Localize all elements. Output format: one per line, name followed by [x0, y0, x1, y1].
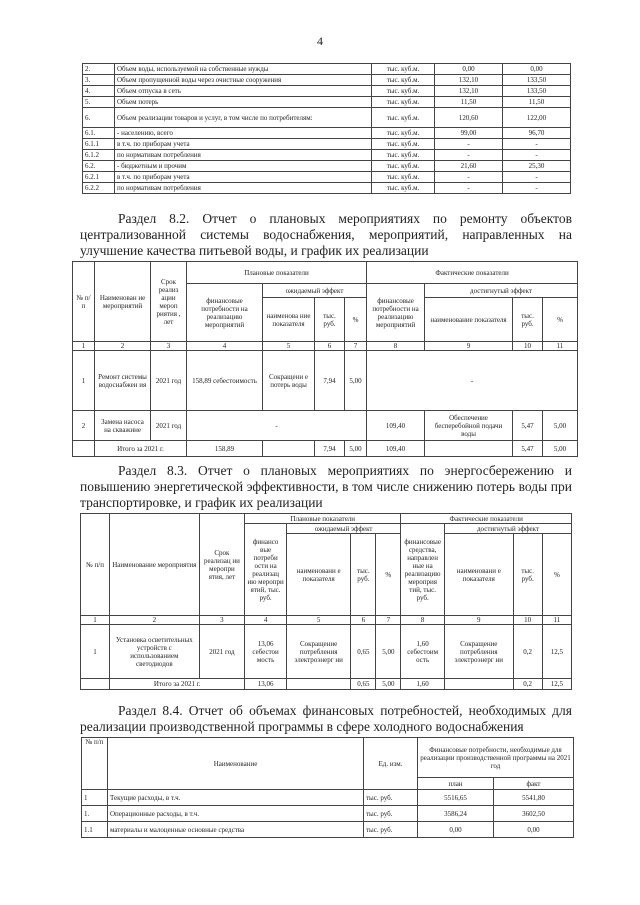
header-fact-ind-name: наименование показателя [425, 298, 513, 342]
column-number: 9 [444, 616, 513, 625]
total-row: Итого за 2021 г. 158,89 7,94 5,00 109,40 5,47 5,00 [73, 441, 578, 457]
table-row: 6.1.1 в т.ч. по приборам учета тыс. куб.м. - - [83, 139, 571, 150]
header-fact-ind-name: наименовани е показателя [444, 534, 513, 616]
total-row: Итого за 2021 г. 13,06 0,65 5,00 1,60 0,2 12,5 [81, 679, 572, 690]
table-row: 2. Объем воды, используемой на собственные нужды тыс. куб.м. 0,00 0,00 [83, 64, 571, 75]
column-number: 11 [542, 616, 571, 625]
header-fact: Фактические показатели [401, 514, 572, 524]
header-unit: Ед. изм. [364, 738, 418, 790]
header-name: Наименование мероприятия [110, 514, 199, 616]
header-fact-rub: тыс. руб. [513, 298, 543, 342]
header-fact-rub: тыс. руб. [513, 534, 542, 616]
table-row: 6.2.1 в т.ч. по приборам учета тыс. куб.м. - - [83, 172, 571, 183]
header-fin: Финансовые потребности, необходимые для реализации производственной программы на 2021 год [418, 738, 574, 778]
header-plan: Плановые показатели [245, 514, 401, 524]
section-8-4-title: Раздел 8.4. Отчет об объемах финансовых потребностей, необходимых для реализации производственной программы в сфере холодного водоснабжения [80, 703, 572, 734]
table-row: 6.2. - бюджетным и прочим тыс. куб.м. 21,60 25,30 [83, 161, 571, 172]
header-num: № п/п [81, 514, 110, 616]
header-fact-fin: финансовые потребности на реализацию мероприятий [367, 284, 425, 342]
repair-activities-table [72, 261, 578, 457]
header-rub: тыс. руб. [351, 534, 376, 616]
header-name: Наименование [108, 738, 364, 790]
header-name: Наименован ие мероприятий [95, 262, 151, 342]
column-number: 10 [513, 616, 542, 625]
column-number: 11 [543, 342, 578, 351]
table-row: 1. Операционные расходы, в т.ч. тыс. руб. 3586,24 3602,50 [82, 806, 574, 822]
energy-saving-table [80, 513, 572, 690]
production-volume-table [82, 63, 571, 194]
header-num: № п/п [82, 738, 108, 790]
header-plan-fin: финансо вые потреби ости на реализац ию меропри ятий, тыс. руб. [245, 524, 287, 616]
header-term: Срок реализ ации мероп риятия , лет [151, 262, 187, 342]
header-pct: % [376, 534, 401, 616]
header-term: Срок реализац ии меропри ятия, лет [199, 514, 245, 616]
table-row: 2 Замена насоса на скважине 2021 год - 109,40 Обеспечение бесперебойной подачи воды 5,47 5,00 [73, 411, 578, 441]
header-pct: % [345, 298, 367, 342]
header-fact: факт [494, 778, 574, 790]
header-expected: ожидаемый эффект [286, 524, 400, 534]
column-number: 3 [199, 616, 245, 625]
table-row: 3. Объем пропущенной воды через очистные сооружения тыс. куб.м. 132,10 133,50 [83, 75, 571, 86]
column-numbers-row [81, 616, 572, 625]
column-number: 5 [286, 616, 350, 625]
column-number: 5 [263, 342, 315, 351]
table-row: 1 Установка осветительных устройств с использованием светодиодов 2021 год 13,06 себестои мость Сокращение потребления электроэнерг ии 0,65 5,00 1,60 себестоим ость Сокращение потребления электроэнерг ии 0,2 12,5 [81, 625, 572, 679]
header-achieved: достигнутый эффект [444, 524, 571, 534]
header-ind-name: наименова ние показателя [263, 298, 315, 342]
header-plan: план [418, 778, 494, 790]
column-number: 7 [376, 616, 401, 625]
column-number: 1 [73, 342, 95, 351]
header-achieved: достигнутый эффект [425, 284, 578, 298]
header-fact-pct: % [542, 534, 571, 616]
header-ind-name: наименовани е показателя [286, 534, 350, 616]
table-row: 1.1 материалы и малоценные основные средства тыс. руб. 0,00 0,00 [82, 822, 574, 838]
column-number: 3 [151, 342, 187, 351]
column-number: 6 [351, 616, 376, 625]
table-row: 1 Ремонт системы водоснабжен ия 2021 год 158,89 себестоимость Сокращени е потерь воды 7,94 5,00 - [73, 351, 578, 411]
table-row: 6.1. - населению, всего тыс. куб.м. 99,00 96,70 [83, 128, 571, 139]
header-plan-fin: финансовые потребности на реализацию мероприятий [187, 284, 263, 342]
header-fact-pct: % [543, 298, 578, 342]
table-row: 6.2.2 по нормативам потребления тыс. куб.м. - - [83, 183, 571, 194]
table-row: 4. Объем отпуска в сеть тыс. куб.м. 132,10 133,50 [83, 86, 571, 97]
header-fact-fin: финансовые средства, направлен ные на реализацию мероприя тий, тыс. руб. [401, 524, 445, 616]
table-row: 6.1.2 по нормативам потребления тыс. куб.м. - - [83, 150, 571, 161]
column-number: 4 [187, 342, 263, 351]
column-number: 8 [401, 616, 445, 625]
section-8-3-title: Раздел 8.3. Отчет о плановых мероприятиях по энергосбережению и повышению энергетической эффективности, в том числе снижению потерь воды при транспортировке, и график их реализации [80, 463, 572, 510]
column-number: 9 [425, 342, 513, 351]
table-row: 5. Объем потерь тыс. куб.м. 11,50 11,50 [83, 97, 571, 108]
header-fact: Фактические показатели [367, 262, 578, 284]
table-row: 1 Текущие расходы, в т.ч. тыс. руб. 5516,65 5541,80 [82, 790, 574, 806]
financial-needs-table [81, 737, 574, 838]
header-num: № п/ п [73, 262, 95, 342]
column-number: 6 [315, 342, 345, 351]
header-plan: Плановые показатели [187, 262, 367, 284]
column-number: 2 [95, 342, 151, 351]
table-row: 6. Объем реализации товаров и услуг, в том числе по потребителям: тыс. куб.м. 120,60 122,00 [83, 108, 571, 128]
section-8-2-title: Раздел 8.2. Отчет о плановых мероприятиях по ремонту объектов централизованной системы водоснабжения, мероприятий, направленных на улучшение качества питьевой воды, и график их реализации [80, 211, 572, 258]
column-number: 8 [367, 342, 425, 351]
header-expected: ожидаемый эффект [263, 284, 367, 298]
column-number: 1 [81, 616, 110, 625]
header-rub: тыс. руб. [315, 298, 345, 342]
column-number: 2 [110, 616, 199, 625]
column-numbers-row [73, 342, 578, 351]
column-number: 7 [345, 342, 367, 351]
column-number: 4 [245, 616, 287, 625]
column-number: 10 [513, 342, 543, 351]
page-number: 4 [317, 34, 323, 48]
